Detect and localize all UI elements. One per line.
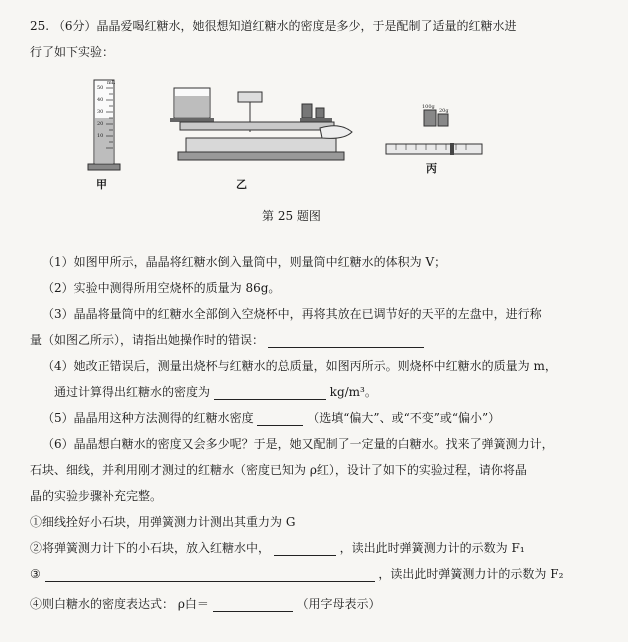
question-5-text: （5）晶晶用这种方法测得的红糖水密度: [42, 411, 254, 425]
question-4b-unit: kg/m³。: [329, 385, 377, 399]
question-1: （1）如图甲所示，晶晶将红糖水倒入量筒中，则量筒中红糖水的体积为 V；: [42, 255, 447, 269]
weight-label-20g: 20g: [439, 108, 449, 114]
answer-blank-5[interactable]: [257, 413, 303, 426]
answer-blank-3[interactable]: [268, 335, 424, 348]
step-2-text: ②将弹簧测力计下的小石块，放入红糖水中，: [30, 541, 271, 555]
question-4a: （4）她改正错误后，测量出烧杯与红糖水的总质量，如图丙所示。则烧杯中红糖水的质量为 m，: [42, 359, 557, 373]
figure-yi-balance: [160, 78, 360, 178]
answer-blank-4[interactable]: [214, 387, 326, 400]
step-3-text: ③: [30, 567, 41, 581]
figure-jia-cylinder: [86, 78, 126, 174]
step-2-reading: ，读出此时弹簧测力计的示数为 F₁: [339, 541, 525, 555]
question-3a: （3）晶晶将量筒中的红糖水全部倒入空烧杯中，再将其放在已调节好的天平的左盘中，进行称: [42, 307, 542, 321]
figure-yi-caption: 乙: [236, 178, 247, 191]
cylinder-tick-40: 40: [97, 97, 104, 103]
question-4b-text: 通过计算得出红糖水的密度为: [54, 385, 211, 399]
answer-blank-step-3[interactable]: [45, 569, 375, 582]
step-3-reading: ，读出此时弹簧测力计的示数为 F₂: [378, 567, 564, 581]
question-3b-text: 量（如图乙所示），请指出她操作时的错误：: [30, 333, 265, 347]
question-6c: 晶的实验步骤补充完整。: [30, 489, 163, 503]
step-3: [30, 566, 563, 582]
question-3b: [30, 332, 424, 348]
figure-jia-caption: 甲: [96, 178, 107, 191]
question-4b: [54, 384, 377, 400]
figure-bing-caption: 丙: [426, 162, 437, 175]
cylinder-tick-10: 10: [97, 133, 104, 139]
question-header-line1: 25. （6分）晶晶爱喝红糖水，她很想知道红糖水的密度是多少，于是配制了适量的红糖水进: [30, 19, 517, 33]
question-header-line2: 行了如下实验：: [30, 45, 115, 59]
cylinder-tick-50: 50: [97, 85, 104, 91]
figure-bing-weights: [384, 104, 484, 156]
cylinder-tick-20: 20: [97, 121, 104, 127]
step-1: ①细线拴好小石块，用弹簧测力计测出其重力为 G: [30, 515, 296, 529]
question-2: （2）实验中测得所用空烧杯的质量为 86g。: [42, 281, 281, 295]
answer-blank-step-2[interactable]: [274, 543, 336, 556]
weight-label-100g: 100g: [422, 104, 435, 110]
step-4-text: ④则白糖水的密度表达式： ρ白＝: [30, 597, 209, 611]
step-4-note: （用字母表示）: [296, 597, 381, 611]
cylinder-tick-30: 30: [97, 109, 104, 115]
step-4: [30, 596, 381, 612]
question-5: [42, 410, 500, 426]
answer-blank-step-4[interactable]: [213, 599, 293, 612]
cylinder-unit-label: mL: [107, 80, 116, 86]
step-2: [30, 540, 525, 556]
question-5-options: （选填“偏大”、或“不变”或“偏小”）: [307, 411, 501, 425]
figure-title: 第 25 题图: [262, 209, 321, 223]
question-6a: （6）晶晶想白糖水的密度又会多少呢？于是，她又配制了一定量的白糖水。找来了弹簧测力计，: [42, 437, 554, 451]
question-6b: 石块、细线，并利用刚才测过的红糖水（密度已知为 ρ红），设计了如下的实验过程，请你将晶: [30, 463, 527, 477]
